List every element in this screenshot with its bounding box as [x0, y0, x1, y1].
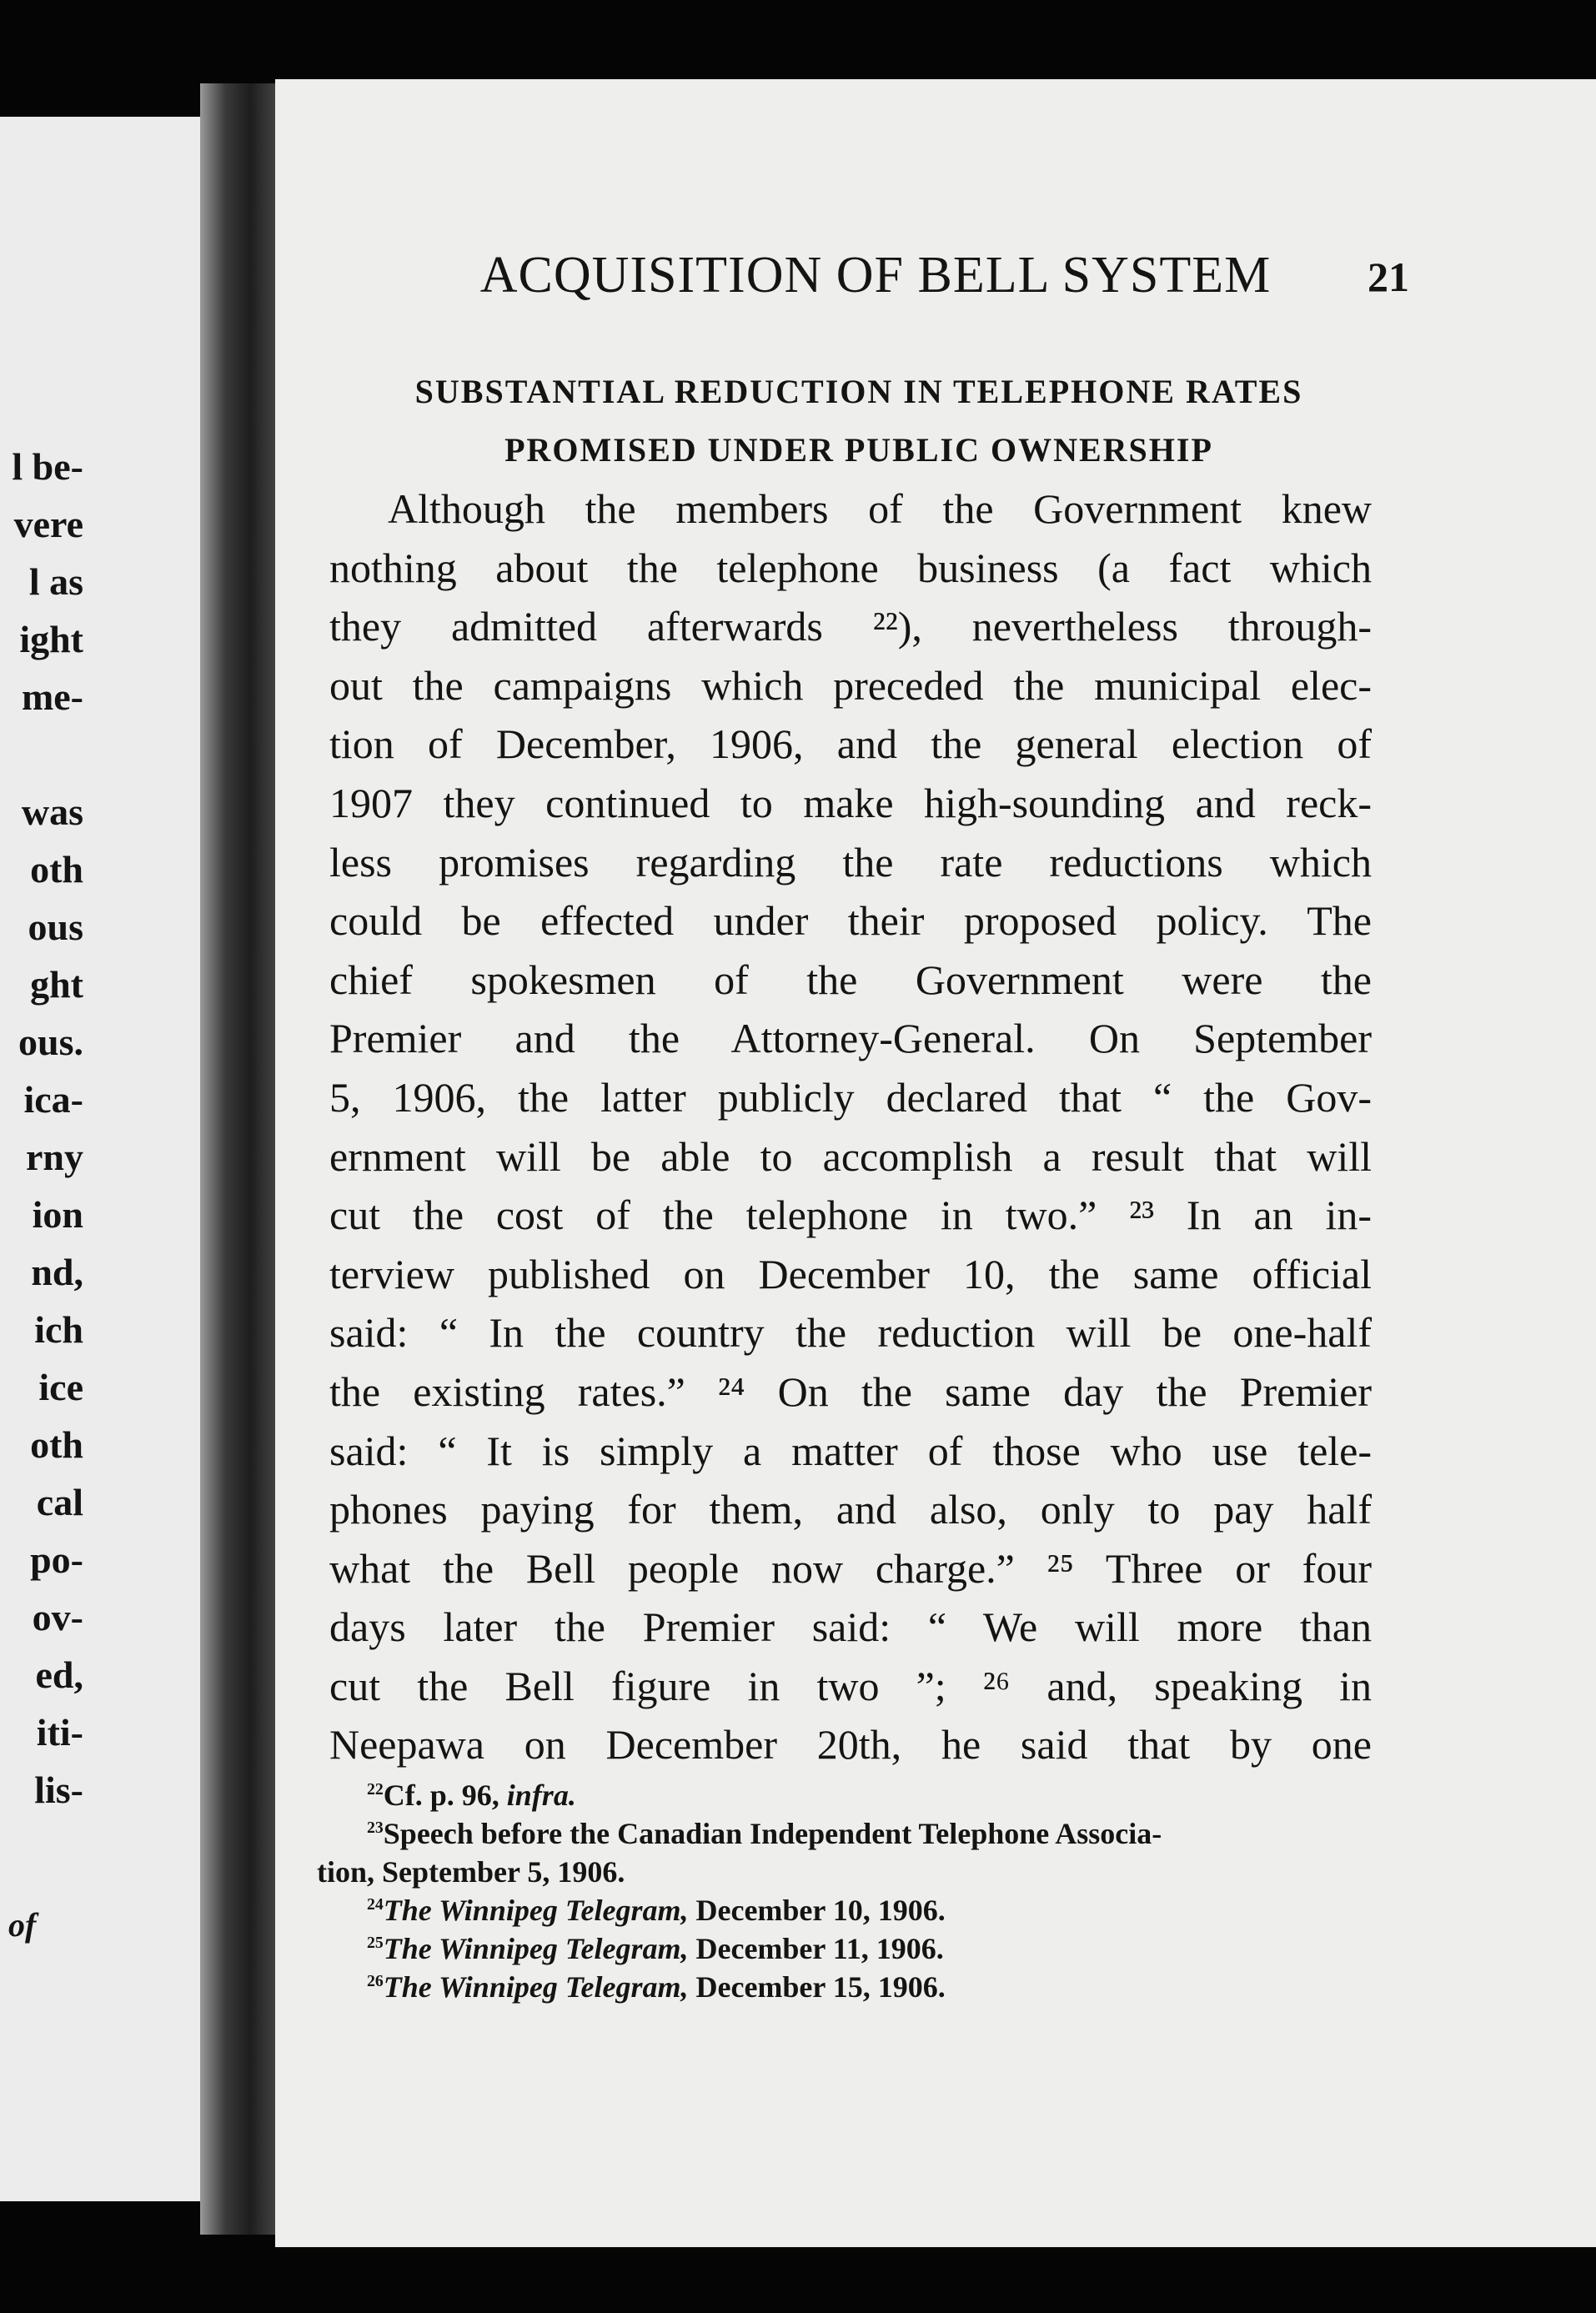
footnote-date: December 15, 1906.: [688, 1970, 946, 2004]
left-page-fragment: ion: [32, 1193, 83, 1236]
left-page-fragment: rny: [26, 1136, 83, 1178]
left-facing-page: [0, 117, 221, 2201]
left-page-fragment: ich: [34, 1308, 83, 1351]
left-page-fragment: l be-: [12, 445, 83, 488]
footnote-italic: The Winnipeg Telegram,: [383, 1894, 689, 1927]
body-line: chief spokesmen of the Government were the: [329, 956, 1372, 1003]
book-gutter-shadow: [200, 83, 284, 2235]
left-page-fragment: was: [21, 790, 83, 833]
left-page-fragment: ous: [28, 906, 83, 948]
body-line: out the campaigns which preceded the municipal elec-: [329, 661, 1372, 709]
footnote-text: tion, September 5, 1906.: [317, 1855, 625, 1889]
left-page-fragment: ght: [30, 963, 83, 1006]
body-line: 5, 1906, the latter publicly declared that “ the Gov-: [329, 1073, 1372, 1121]
body-line: could be effected under their proposed policy. The: [329, 897, 1372, 945]
body-line: Neepawa on December 20th, he said that by one: [329, 1721, 1372, 1769]
section-heading: [367, 363, 1351, 479]
footnote: [317, 1929, 1368, 1968]
left-page-fragment: ice: [38, 1366, 83, 1408]
footnote-text: Cf. p. 96,: [383, 1779, 507, 1812]
left-page-fragment: po-: [30, 1538, 83, 1581]
footnote: [317, 1776, 1368, 1814]
body-line: cut the cost of the telephone in two.” ²³ In an in-: [329, 1192, 1372, 1239]
footnote: [317, 1891, 1368, 1929]
body-line: what the Bell people now charge.” ²⁵ Three or four: [329, 1544, 1372, 1592]
footnote-italic: The Winnipeg Telegram,: [383, 1932, 689, 1965]
body-line: said: “ In the country the reduction will be one-half: [329, 1309, 1372, 1357]
left-page-fragment: ica-: [23, 1078, 83, 1121]
body-line: Premier and the Attorney-General. On September: [329, 1015, 1372, 1062]
left-page-text-fragments: [0, 438, 83, 1819]
body-line: cut the Bell figure in two ”; ²⁶ and, speaking in: [329, 1662, 1372, 1709]
left-page-fragment: lis-: [34, 1769, 83, 1811]
left-page-fragment: vere: [13, 503, 83, 545]
body-paragraph: [329, 479, 1372, 1774]
body-line: days later the Premier said: “ We will more than: [329, 1603, 1372, 1651]
body-line: nothing about the telephone business (a fact which: [329, 544, 1372, 591]
section-heading-line-2: PROMISED UNDER PUBLIC OWNERSHIP: [504, 431, 1213, 469]
section-heading-line-1: SUBSTANTIAL REDUCTION IN TELEPHONE RATES: [414, 373, 1303, 410]
body-line: ernment will be able to accomplish a result that will: [329, 1132, 1372, 1180]
left-page-fragment: iti-: [36, 1711, 83, 1754]
body-line: they admitted afterwards ²²), nevertheless through-: [329, 603, 1372, 650]
footnote-number: 23: [367, 1819, 384, 1837]
footnote: [317, 1853, 1368, 1891]
body-line: tion of December, 1906, and the general election of: [329, 720, 1372, 768]
book-page: [275, 79, 1596, 2247]
footnotes: [317, 1776, 1368, 2006]
left-page-fragment: [0, 725, 83, 783]
body-line: terview published on December 10, the same official: [329, 1250, 1372, 1297]
left-page-fragment: oth: [30, 848, 83, 891]
footnote-text: Speech before the Canadian Independent Telephone Associa-: [383, 1817, 1162, 1850]
left-page-bottom-word: of: [8, 1906, 37, 1944]
running-head: [459, 246, 1459, 321]
footnote: [317, 1814, 1368, 1853]
left-page-fragment: nd,: [31, 1251, 83, 1293]
footnote-date: December 11, 1906.: [688, 1932, 944, 1965]
body-line: Although the members of the Government knew: [388, 485, 1372, 532]
left-page-fragment: ight: [19, 618, 83, 660]
left-page-fragment: ous.: [18, 1021, 83, 1063]
left-page-fragment: ed,: [35, 1653, 83, 1696]
body-line: 1907 they continued to make high-sounding and reck-: [329, 779, 1372, 826]
footnote-number: 22: [367, 1780, 384, 1799]
left-page-fragment: oth: [30, 1423, 83, 1466]
running-title: ACQUISITION OF BELL SYSTEM: [479, 247, 1272, 304]
page-number: 21: [1368, 253, 1409, 300]
left-page-fragment: cal: [36, 1481, 83, 1523]
footnote: [317, 1968, 1368, 2006]
footnote-number: 26: [367, 1972, 384, 1990]
body-line: the existing rates.” ²⁴ On the same day the Premier: [329, 1367, 1372, 1415]
left-page-fragment: l as: [28, 560, 83, 603]
left-page-fragment: ov-: [32, 1596, 83, 1638]
footnote-italic: infra.: [506, 1779, 576, 1812]
body-line: phones paying for them, and also, only to pay half: [329, 1486, 1372, 1533]
footnote-date: December 10, 1906.: [688, 1894, 946, 1927]
body-line: less promises regarding the rate reductions which: [329, 838, 1372, 886]
footnote-number: 24: [367, 1895, 384, 1914]
body-line: said: “ It is simply a matter of those who use tele-: [329, 1427, 1372, 1474]
left-page-fragment: me-: [21, 675, 83, 718]
footnote-number: 25: [367, 1934, 384, 1952]
footnote-italic: The Winnipeg Telegram,: [383, 1970, 689, 2004]
